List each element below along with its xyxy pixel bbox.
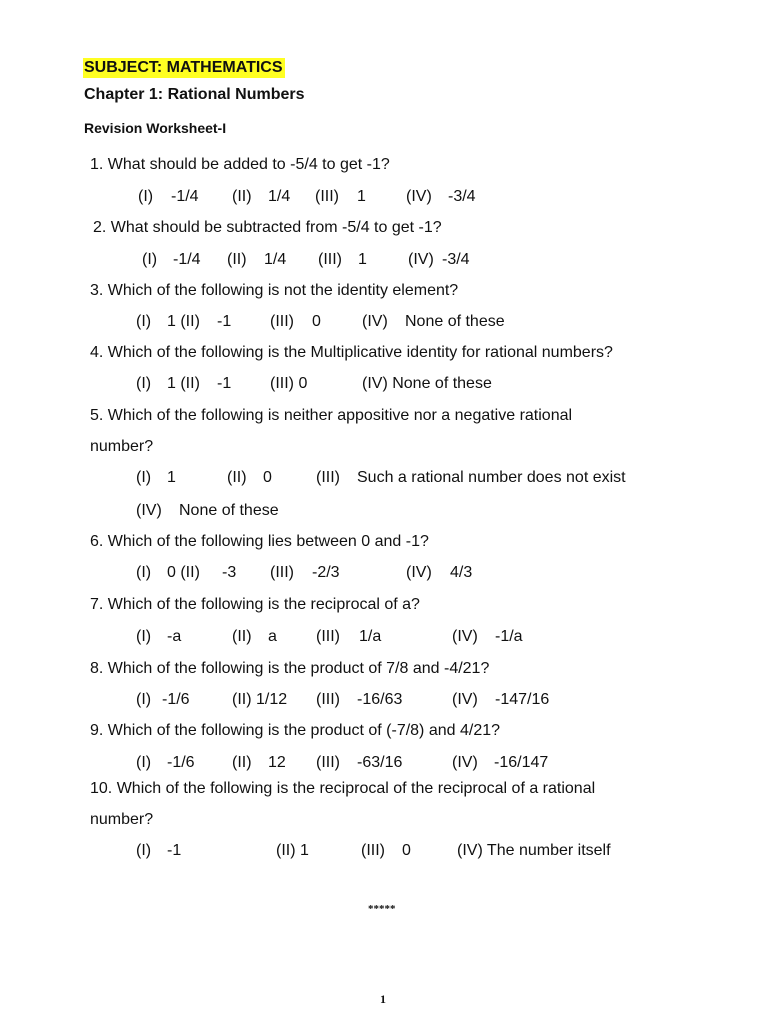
option-label: (III) bbox=[315, 188, 339, 205]
option-value: -1 bbox=[167, 842, 182, 859]
question-7: 7. Which of the following is the reciprocal of a? bbox=[90, 596, 420, 613]
option-value: -1/6 bbox=[167, 754, 195, 771]
question-1: 1. What should be added to -5/4 to get -1? bbox=[90, 156, 390, 173]
option-value: Such a rational number does not exist bbox=[357, 469, 626, 486]
option-label: (I) bbox=[136, 469, 152, 486]
option-label: (III) 0 bbox=[270, 375, 308, 392]
option-label: (II) bbox=[227, 251, 247, 268]
option-value: -a bbox=[167, 628, 182, 645]
option-value: 1 (II) bbox=[167, 313, 200, 330]
question-8: 8. Which of the following is the product of 7/8 and -4/21? bbox=[90, 660, 490, 677]
option-label: (III) bbox=[316, 691, 340, 708]
chapter-title: Chapter 1: Rational Numbers bbox=[84, 86, 305, 103]
question-3: 3. Which of the following is not the identity element? bbox=[90, 282, 459, 299]
option-value: 4/3 bbox=[450, 564, 473, 581]
option-label: (III) bbox=[270, 313, 294, 330]
option-value: 1 bbox=[167, 469, 176, 486]
question-9: 9. Which of the following is the product of (-7/8) and 4/21? bbox=[90, 722, 501, 739]
option-value: -3 bbox=[222, 564, 237, 581]
option-value: -16/147 bbox=[494, 754, 549, 771]
option-value: -147/16 bbox=[495, 691, 550, 708]
option-label: (II) bbox=[232, 628, 252, 645]
option-label: (IV) bbox=[406, 188, 432, 205]
option-label: (I) bbox=[136, 375, 152, 392]
option-value: 1/a bbox=[359, 628, 382, 645]
option-value: -16/63 bbox=[357, 691, 403, 708]
option-value: 0 (II) bbox=[167, 564, 200, 581]
question-10-line1: 10. Which of the following is the reciprocal of the reciprocal of a rational bbox=[90, 780, 596, 797]
end-stars: ***** bbox=[368, 903, 396, 915]
option-label: (II) 1 bbox=[276, 842, 309, 859]
option-label: (III) bbox=[316, 628, 340, 645]
page-number: 1 bbox=[380, 992, 386, 1006]
option-value: 12 bbox=[268, 754, 286, 771]
option-label: (I) bbox=[142, 251, 158, 268]
subject-heading: SUBJECT: MATHEMATICS bbox=[84, 59, 283, 76]
question-2: 2. What should be subtracted from -5/4 to get -1? bbox=[93, 219, 442, 236]
option-value: -1/4 bbox=[173, 251, 201, 268]
option-value: None of these bbox=[179, 502, 279, 519]
option-label: (III) bbox=[270, 564, 294, 581]
option-label: (IV) None of these bbox=[362, 375, 492, 392]
option-label: (I) bbox=[136, 564, 152, 581]
option-label: (I) bbox=[138, 188, 154, 205]
question-4: 4. Which of the following is the Multiplicative identity for rational numbers? bbox=[90, 344, 613, 361]
option-label: (I) bbox=[136, 628, 152, 645]
option-label: (I) bbox=[136, 691, 152, 708]
option-value: None of these bbox=[405, 313, 505, 330]
option-label: (I) bbox=[136, 754, 152, 771]
option-label: (IV) bbox=[452, 691, 478, 708]
option-value: 0 bbox=[263, 469, 272, 486]
option-label: (III) bbox=[316, 469, 340, 486]
option-value: 0 bbox=[312, 313, 321, 330]
option-label: (III) bbox=[316, 754, 340, 771]
option-label: (IV) bbox=[362, 313, 388, 330]
option-label: (IV) The number itself bbox=[457, 842, 611, 859]
option-value: 1/4 bbox=[264, 251, 287, 268]
question-5-line2: number? bbox=[90, 438, 154, 455]
option-value: 0 bbox=[402, 842, 411, 859]
option-value: -63/16 bbox=[357, 754, 403, 771]
option-label: (II) bbox=[232, 754, 252, 771]
option-label: (IV) bbox=[406, 564, 432, 581]
question-5-line1: 5. Which of the following is neither appositive nor a negative rational bbox=[90, 407, 573, 424]
option-label: (I) bbox=[136, 842, 152, 859]
option-value: -1/a bbox=[495, 628, 523, 645]
option-label: (II) bbox=[227, 469, 247, 486]
option-value: a bbox=[268, 628, 277, 645]
option-value: -1/4 bbox=[171, 188, 199, 205]
option-value: -2/3 bbox=[312, 564, 340, 581]
option-label: (IV) bbox=[408, 251, 434, 268]
option-value: -3/4 bbox=[448, 188, 476, 205]
option-label: (II) bbox=[232, 188, 252, 205]
option-value: -1 bbox=[217, 313, 232, 330]
option-value: 1/4 bbox=[268, 188, 291, 205]
question-6: 6. Which of the following lies between 0 and -1? bbox=[90, 533, 429, 550]
worksheet-title: Revision Worksheet-I bbox=[84, 120, 227, 136]
option-label: (IV) bbox=[452, 754, 478, 771]
option-label: (III) bbox=[318, 251, 342, 268]
option-value: -3/4 bbox=[442, 251, 470, 268]
option-label: (I) bbox=[136, 313, 152, 330]
option-label: (IV) bbox=[136, 502, 162, 519]
option-value: 1 bbox=[357, 188, 366, 205]
option-label: (II) 1/12 bbox=[232, 691, 288, 708]
option-value: 1 bbox=[358, 251, 367, 268]
option-value: -1/6 bbox=[162, 691, 190, 708]
question-10-line2: number? bbox=[90, 811, 154, 828]
option-value: 1 (II) bbox=[167, 375, 200, 392]
option-label: (IV) bbox=[452, 628, 478, 645]
option-value: -1 bbox=[217, 375, 232, 392]
option-label: (III) bbox=[361, 842, 385, 859]
